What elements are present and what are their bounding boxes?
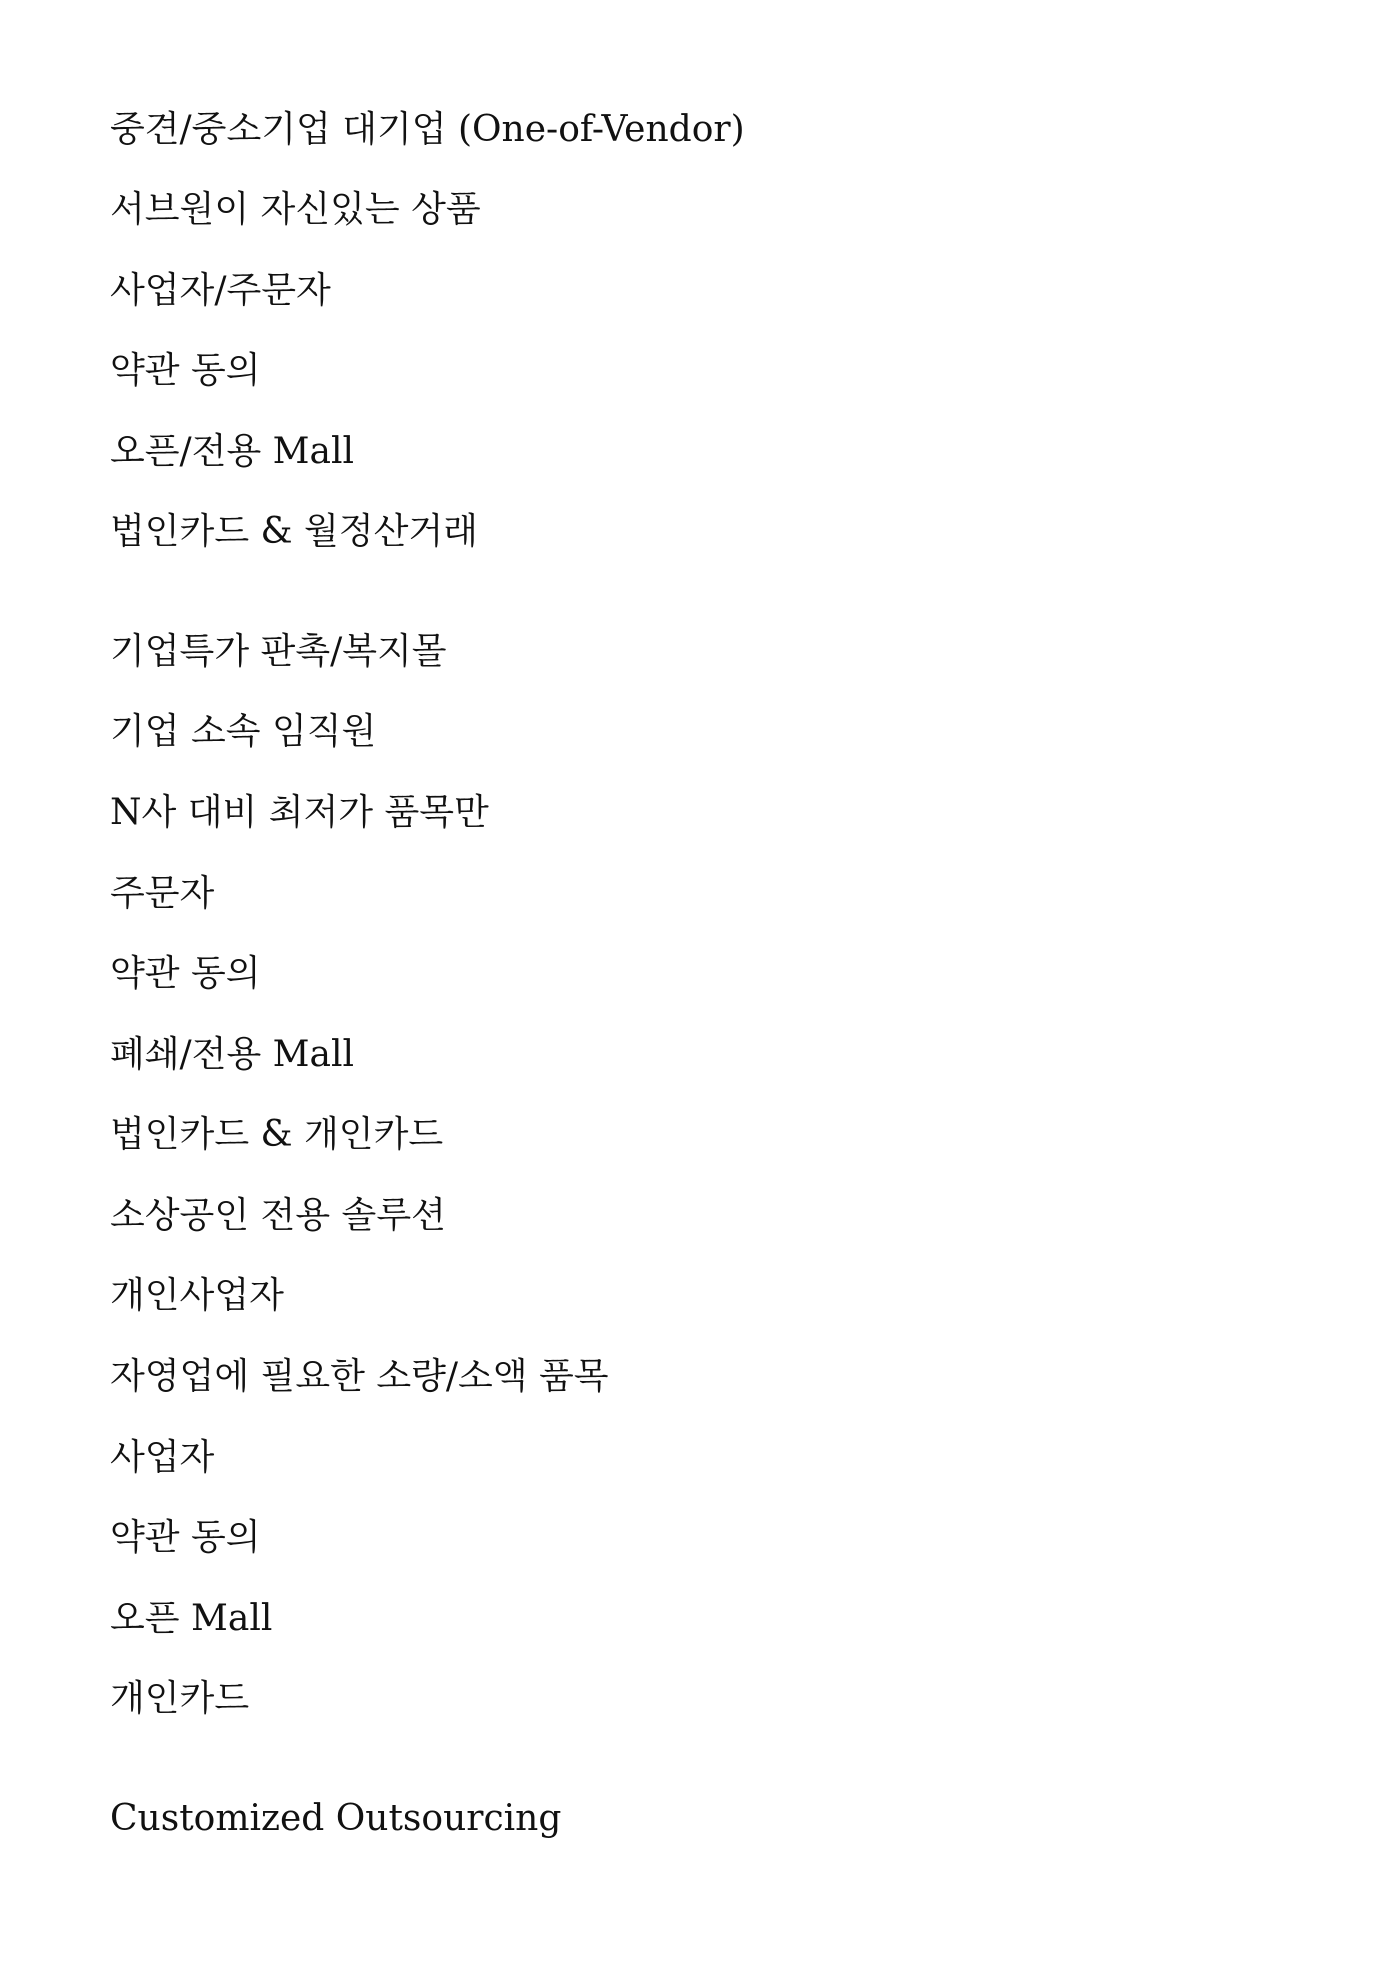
document-page [110, 0, 1310, 1983]
text-line: 기업특가 판촉/복지몰 [110, 631, 447, 672]
text-line: 법인카드 & 개인카드 [110, 1114, 444, 1155]
text-line: 사업자 [110, 1437, 215, 1478]
text-line: 약관 동의 [110, 1517, 261, 1558]
text-line: 약관 동의 [110, 953, 261, 994]
text-line: 자영업에 필요한 소량/소액 품목 [110, 1356, 609, 1397]
text-line: 기업 소속 임직원 [110, 711, 377, 752]
text-line: N사 대비 최저가 품목만 [110, 792, 489, 833]
text-line: 사업자/주문자 [110, 270, 331, 311]
text-line: 개인사업자 [110, 1275, 284, 1316]
section-heading: Customized Outsourcing [110, 1798, 562, 1839]
text-line: 법인카드 & 월정산거래 [110, 511, 478, 552]
text-line: 중견/중소기업 대기업 (One-of-Vendor) [110, 109, 745, 150]
text-line: 폐쇄/전용 Mall [110, 1034, 355, 1075]
text-line: 개인카드 [110, 1678, 250, 1719]
text-line: 서브원이 자신있는 상품 [110, 189, 481, 230]
text-line: 오픈/전용 Mall [110, 431, 355, 472]
text-line: 주문자 [110, 873, 215, 914]
text-line: 약관 동의 [110, 350, 261, 391]
text-line: 오픈 Mall [110, 1598, 273, 1639]
text-line: 소상공인 전용 솔루션 [110, 1195, 446, 1236]
